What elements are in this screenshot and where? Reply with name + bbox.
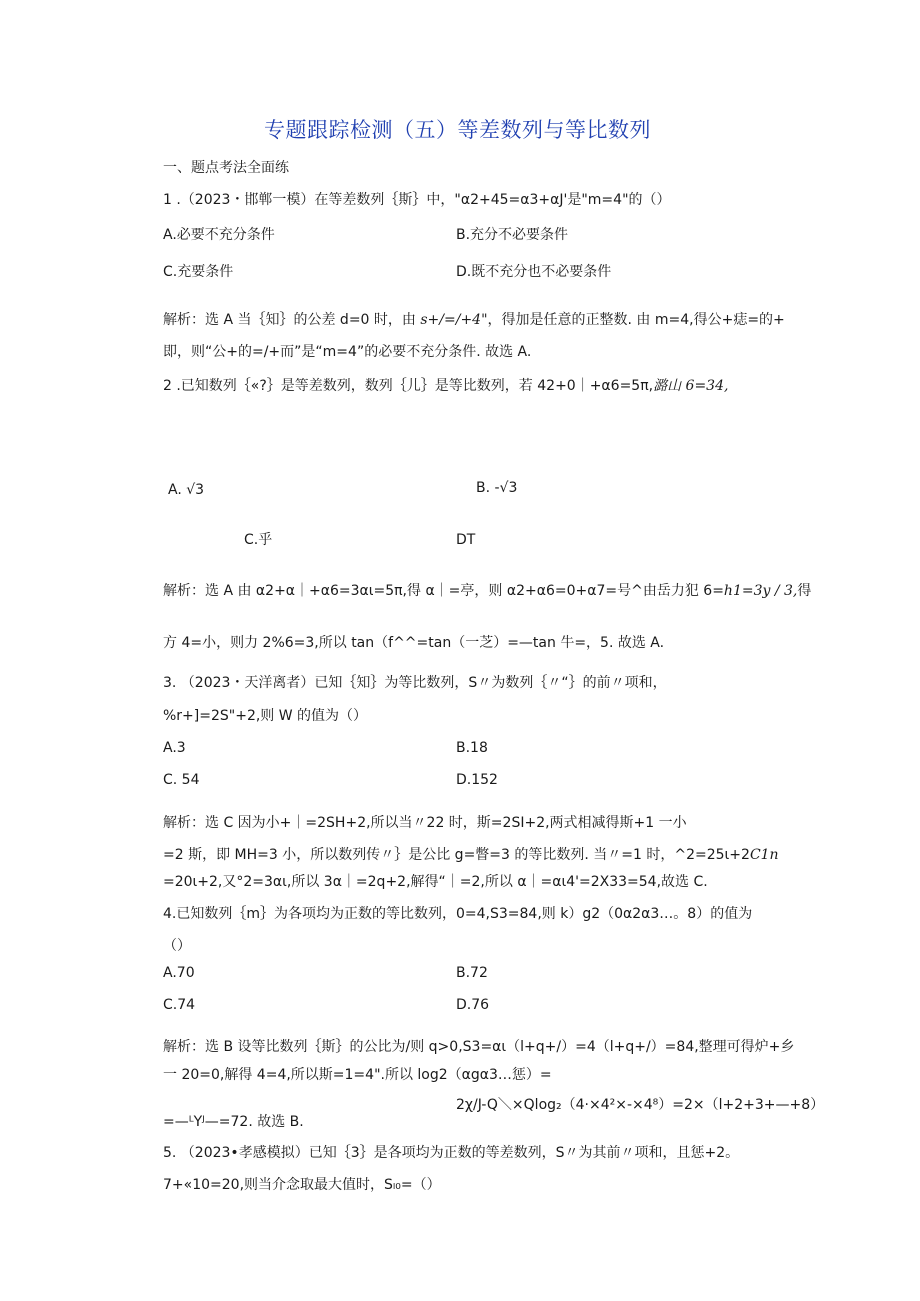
q4-option-a: A.70	[163, 965, 195, 981]
q2-stem-part-b: 潞山 6=34,	[653, 378, 729, 394]
q5-stem-line1: 5. （2023•孝感模拟）已知｛3｝是各项均为正数的等差数列，S〃为其前〃项和，且惩+2。	[163, 1145, 740, 1161]
q3-stem-line1: 3. （2023・天洋离者）已知｛知｝为等比数列，S〃为数列｛〃“｝的前〃项和，	[163, 675, 667, 691]
q2-stem	[163, 376, 728, 396]
q2-sol-part-c: 得	[797, 583, 812, 599]
q2-sol-part-b: h1=3y / 3,	[723, 583, 798, 599]
q3-sol-part-b: C1n	[749, 847, 779, 863]
q5-stem-line2: 7+«10=20,则当介念取最大值时，Sₗ₀=（）	[163, 1177, 441, 1193]
q1-sol-part-b: s+/=/+4"	[420, 312, 488, 328]
q3-solution-line2	[163, 845, 779, 865]
q2-option-b: B. -√3	[476, 480, 518, 496]
q3-solution-line3: =20ι+2,又°2=3αι,所以 3α｜=2q+2,解得“｜=2,所以 α｜=αι4'=2X33=54,故选 C.	[163, 874, 708, 890]
q3-solution-line1: 解析：选 C 因为小+｜=2SH+2,所以当〃22 时，斯=2SI+2,两式相减得斯+1 一小	[163, 815, 687, 831]
q3-option-d: D.152	[456, 772, 498, 788]
page-title: 专题跟踪检测（五）等差数列与等比数列	[264, 118, 651, 142]
q1-solution-line2: 即，则“公+的=/+而”是“m=4”的必要不充分条件. 故选 A.	[163, 344, 532, 360]
q4-solution-line2: 一 20=0,解得 4=4,所以斯=1=4".所以 log2（αgα3…惩）=	[163, 1067, 552, 1083]
section-heading: 一、题点考法全面练	[163, 160, 289, 176]
q4-solution-line4: =—ᴸYᴶ—=72. 故选 B.	[163, 1114, 304, 1130]
q1-sol-part-a: 解析：选 A 当｛知｝的公差 d=0 时，由	[163, 312, 416, 328]
q3-option-a: A.3	[163, 740, 186, 756]
q3-option-b: B.18	[456, 740, 488, 756]
q2-sol-part-a: 解析：选 A 由 α2+α｜+α6=3αι=5π,得 α｜=亭，则 α2+α6=0+α7=号^由岳力犯 6=	[163, 583, 724, 599]
q1-option-c: C.充要条件	[163, 264, 234, 280]
q2-solution-line1	[163, 581, 811, 601]
q3-sol-part-a: =2 斯，即 MH=3 小，所以数列传〃｝是公比 g=瞥=3 的等比数列. 当〃=1 时，^2=25ι+2	[163, 847, 750, 863]
q2-option-a: A. √3	[168, 482, 205, 498]
q4-option-b: B.72	[456, 965, 488, 981]
q2-solution-line2: 方 4=小，则力 2%6=3,所以 tan（f^^=tan（一芝）=—tan 牛=，5. 故选 A.	[163, 635, 665, 651]
q1-stem: 1 .（2023・邯郸一模）在等差数列｛斯｝中，"α2+45=α3+αJ'是"m=4"的（）	[163, 192, 671, 208]
q4-solution-line3: 2χ/J-Q＼×Qlog₂（4·×4²×-×4⁸）=2×（l+2+3+—+8）	[456, 1097, 825, 1113]
q4-option-d: D.76	[456, 997, 490, 1013]
q2-option-d: DT	[456, 532, 476, 548]
q1-solution-line1	[163, 310, 785, 330]
q3-stem-line2: %r+]=2S"+2,则 W 的值为（）	[163, 708, 368, 724]
q4-stem-line2: （）	[163, 938, 191, 954]
q4-solution-line1: 解析：选 B 设等比数列｛斯｝的公比为/则 q>0,S3=αι（l+q+/）=4（l+q+/）=84,整理可得炉+乡	[163, 1039, 795, 1055]
q4-stem-line1: 4.已知数列｛m｝为各项均为正数的等比数列，0=4,S3=84,则 k）g2（0α2α3…。8）的值为	[163, 906, 753, 922]
q4-option-c: C.74	[163, 997, 196, 1013]
q2-stem-part-a: 2 .已知数列｛«?｝是等差数列，数列｛儿｝是等比数列，若 42+0｜+α6=5π,	[163, 378, 654, 394]
q3-option-c: C. 54	[163, 772, 200, 788]
q1-option-b: B.充分不必要条件	[456, 227, 569, 243]
q2-option-c: C.乎	[244, 532, 273, 548]
q1-option-d: D.既不充分也不必要条件	[456, 264, 612, 280]
q1-option-a: A.必要不充分条件	[163, 227, 275, 243]
q1-sol-part-c: ，得加是任意的正整数. 由 m=4,得公+痣=的+	[487, 312, 785, 328]
